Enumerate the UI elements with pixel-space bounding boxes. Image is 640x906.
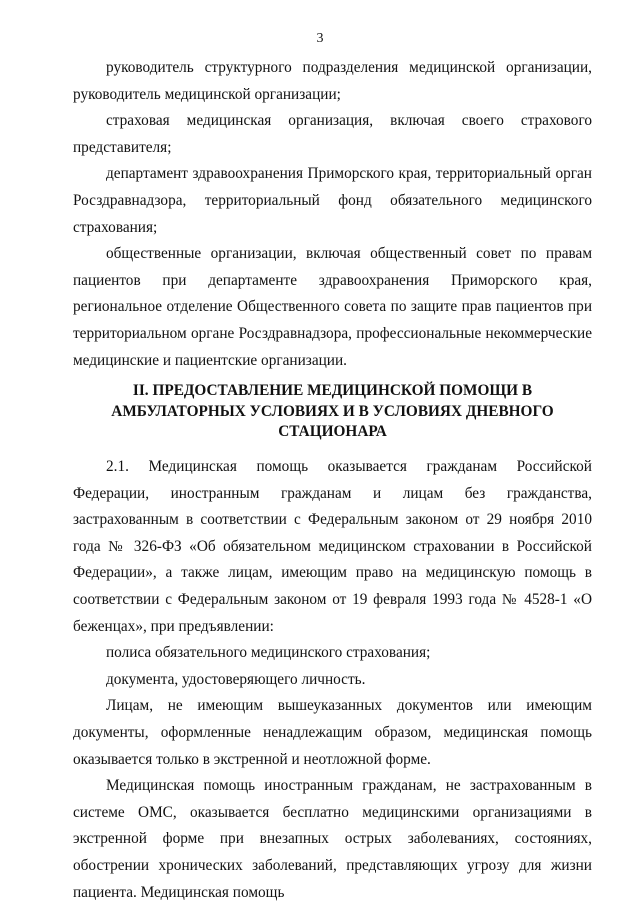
paragraph: 2.1. Медицинская помощь оказывается гражданам Российской Федерации, иностранным гражданам и лицам без гражданства, застрахованным в соответствии с Федеральным законом от 29 ноября 2010 года № 326-ФЗ «Об обязательном медицинском страховании в Российской Федерации», а также лицам, имеющим право на медицинскую помощь в соответствии с Федеральным законом от 19 февраля 1993 года № 4528-1 «О беженцах», при предъявлении: [73, 458, 592, 635]
section-heading-line: АМБУЛАТОРНЫХ УСЛОВИЯХ И В УСЛОВИЯХ ДНЕВНОГО [111, 402, 554, 420]
paragraph: страховая медицинская организация, включая своего страхового представителя; [73, 112, 592, 156]
page-number: 3 [316, 31, 324, 46]
paragraph: документа, удостоверяющего личность. [106, 670, 366, 688]
paragraph: Медицинская помощь иностранным гражданам, не застрахованным в системе ОМС, оказывается бесплатно медицинскими организациями в экстренной форме при внезапных острых заболеваниях, состояниях, обострении хронических заболеваний, представляющих угрозу для жизни пациента. Медицинская помощь [73, 777, 592, 901]
paragraph: департамент здравоохранения Приморского края, территориальный орган Росздравнадзора, территориальный фонд обязательного медицинского страхования; [73, 165, 592, 236]
section-heading-line: СТАЦИОНАРА [278, 423, 387, 440]
paragraphs-bottom [73, 454, 592, 906]
paragraph: руководитель структурного подразделения медицинской организации, руководитель медицинской организации; [73, 59, 592, 103]
paragraph: полиса обязательного медицинского страхования; [106, 644, 431, 662]
section-heading [73, 381, 592, 443]
section-heading-line: II. ПРЕДОСТАВЛЕНИЕ МЕДИЦИНСКОЙ ПОМОЩИ В [132, 382, 533, 399]
paragraph: общественные организации, включая общественный совет по правам пациентов при департаменте здравоохранения Приморского края, региональное отделение Общественного совета по защите прав пациентов при территориальном органе Росздравнадзора, профессиональные некоммерческие медицинские и пациентские организации. [73, 245, 592, 369]
paragraph: Лицам, не имеющим вышеуказанных документов или имеющим документы, оформленные ненадлежащим образом, медицинская помощь оказывается только в экстренной и неотложной форме. [73, 697, 592, 768]
paragraphs-top [73, 55, 592, 374]
